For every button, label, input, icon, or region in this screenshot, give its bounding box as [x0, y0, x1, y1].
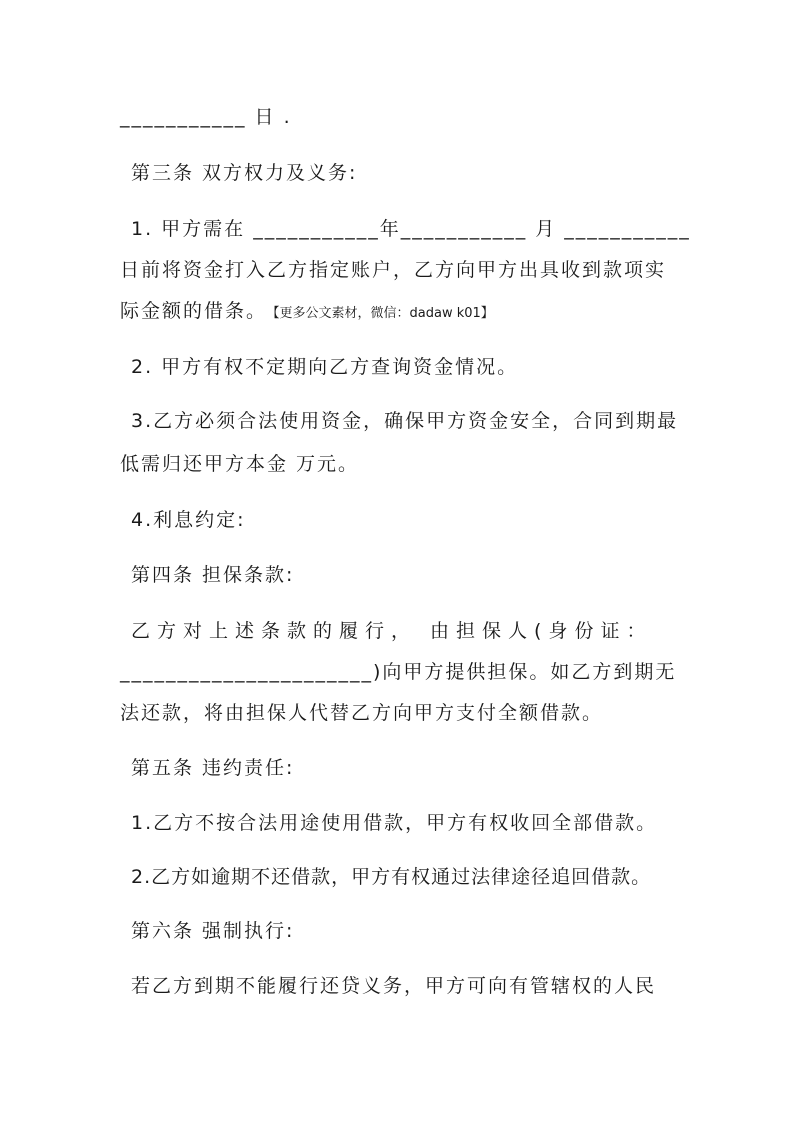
clause-3-1-line-3 — [120, 296, 675, 329]
clause-3-1-line-1: 1. 甲方需在 ___________年___________ 月 ___________ — [131, 218, 691, 240]
article-5-heading: 第五条 违约责任: — [131, 757, 295, 779]
clause-3-1-text: 际金额的借条。 — [120, 300, 268, 322]
clause-3-4: 4.利息约定: — [131, 509, 246, 531]
date-day-line: ___________ 日 . — [120, 106, 292, 128]
article-3-heading: 第三条 双方权力及义务: — [131, 162, 358, 184]
article-4-line-2: ______________________)向甲方提供担保。如乙方到期无 — [120, 661, 677, 683]
clause-3-2: 2. 甲方有权不定期向乙方查询资金情况。 — [131, 356, 519, 378]
article-6-heading: 第六条 强制执行: — [131, 920, 295, 942]
article-4-line-3: 法还款，将由担保人代替乙方向甲方支付全额借款。 — [120, 702, 604, 724]
clause-3-1-line-2: 日前将资金打入乙方指定账户，乙方向甲方出具收到款项实 — [120, 259, 667, 281]
clause-3-3-line-1: 3.乙方必须合法使用资金，确保甲方资金安全，合同到期最 — [131, 410, 679, 432]
clause-5-2: 2.乙方如逾期不还借款，甲方有权通过法律途径追回借款。 — [131, 866, 652, 888]
clause-5-1: 1.乙方不按合法用途使用借款，甲方有权收回全部借款。 — [131, 812, 658, 834]
article-4-heading: 第四条 担保条款: — [131, 564, 295, 586]
promo-note: 【更多公文素材，微信：dadaw k01】 — [273, 306, 494, 321]
article-4-line-1: 乙方对上述条款的履行， 由担保人(身份证： — [131, 620, 653, 642]
article-6-line-1: 若乙方到期不能履行还贷义务，甲方可向有管辖权的人民 — [131, 975, 657, 997]
clause-3-3-line-2: 低需归还甲方本金 万元。 — [120, 453, 360, 475]
